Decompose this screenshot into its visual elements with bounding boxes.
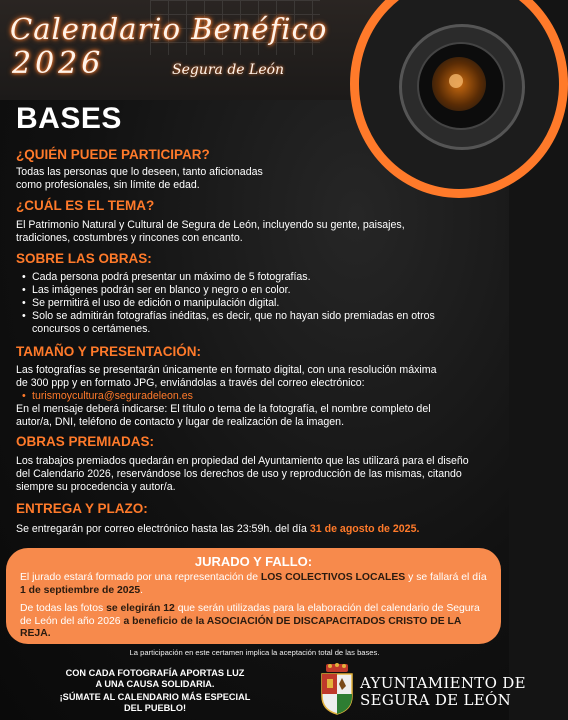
email-list <box>20 390 193 403</box>
jurado-bold: 1 de septiembre de 2025 <box>20 584 141 596</box>
promo-text <box>40 668 270 714</box>
jurado-text: se fallará el día <box>416 572 487 583</box>
promo-line: ¡SÚMATE AL CALENDARIO MÁS ESPECIAL <box>59 692 251 702</box>
list-item: • Solo se admitirán fotografías inéditas, es decir, que no hayan sido premiadas en otros <box>20 310 500 323</box>
jurado-text: que serán utilizadas para la elaboración del <box>177 603 379 614</box>
entrega-text <box>16 523 419 536</box>
heading-tema: ¿CUÁL ES EL TEMA? <box>16 198 155 213</box>
quien-text-1: Todas las personas que lo deseen, tanto aficionadas <box>16 166 263 178</box>
list-item: • Se permitirá el uso de edición o manipulación digital. <box>20 297 500 310</box>
entrega-date: 31 de agosto de 2025. <box>309 523 420 535</box>
heading-entrega: ENTREGA Y PLAZO: <box>16 501 148 516</box>
heading-premiadas: OBRAS PREMIADAS: <box>16 434 155 449</box>
tema-text-1: El Patrimonio Natural y Cultural de Segura de León, incluyendo su gente, paisajes, <box>16 219 405 231</box>
jurado-text: De todas las fotos <box>20 603 104 614</box>
tamano-text-2: de 300 ppp y en formato JPG, enviándolas a través del correo electrónico: <box>16 377 365 389</box>
ayuntamiento-logo-text <box>360 675 526 709</box>
jurado-paragraph-1: El jurado estará formado por una representación de LOS COLECTIVOS LOCALES y se fallará el día 1 de septiembre de 2025. <box>20 572 487 596</box>
jurado-bold: se elegirán 12 <box>106 603 175 614</box>
tamano-text-1: Las fotografías se presentarán únicamente en formato digital, con una resolución máxima <box>16 364 437 376</box>
promo-line: CON CADA FOTOGRAFÍA APORTAS LUZ <box>65 668 245 678</box>
ayuntamiento-line-2: SEGURA DE LEÓN <box>360 691 512 709</box>
premiadas-text-1: Los trabajos premiados quedarán en propiedad del Ayuntamiento que las utilizará para el diseño <box>16 455 469 467</box>
jurado-heading: JURADO Y FALLO: <box>194 554 313 569</box>
ayuntamiento-line-1: AYUNTAMIENTO DE <box>360 674 526 692</box>
jurado-box <box>6 548 501 644</box>
jurado-paragraph-2 <box>20 603 490 641</box>
entrega-text-main: Se entregarán por correo electrónico hasta las 23:59h. del día <box>16 523 307 535</box>
poster-place: Segura de León <box>172 62 285 78</box>
premiadas-text-2: del Calendario 2026, reservándose los derechos de uso y reproducción de las mismas, citando <box>16 468 462 480</box>
list-item: • Las imágenes podrán ser en blanco y negro o en color. <box>20 284 500 297</box>
promo-line: DEL PUEBLO! <box>123 703 187 713</box>
jurado-bold: DISCAPACITADOS CRISTO DE LA REJA. <box>20 615 461 640</box>
heading-tamano: TAMAÑO Y PRESENTACIÓN: <box>16 344 202 359</box>
heading-obras: SOBRE LAS OBRAS: <box>16 251 152 266</box>
coat-of-arms-icon <box>318 662 356 716</box>
poster-title: Calendario Benéfico <box>10 12 328 46</box>
jurado-text: y <box>408 572 414 583</box>
poster-year: 2026 <box>12 46 105 81</box>
jurado-bold: LOS COLECTIVOS LOCALES <box>260 572 406 583</box>
bases-title: BASES <box>16 102 122 135</box>
acceptance-note: La participación en este certamen implica la aceptación total de las bases. <box>129 648 380 657</box>
list-item: • Cada persona podrá presentar un máximo de 5 fotografías. <box>20 271 500 284</box>
jurado-text: El jurado estará formado por una representación de <box>20 572 258 583</box>
jurado-text: calendario de Segura de León del año 2026 <box>20 603 480 627</box>
premiadas-text-3: siempre su procedencia y autor/a. <box>16 481 176 493</box>
email-link[interactable]: • turismoycultura@seguradeleon.es <box>20 390 193 403</box>
tema-text-2: tradiciones, costumbres y rincones con encanto. <box>16 232 243 244</box>
camera-lens-icon <box>350 0 568 198</box>
promo-line: A UNA CAUSA SOLIDARIA. <box>95 679 215 689</box>
heading-quien: ¿QUIÉN PUEDE PARTICIPAR? <box>16 147 210 162</box>
list-item-continuation: concursos o certámenes. <box>32 323 151 335</box>
tamano-text-4: autor/a, DNI, teléfono de contacto y lugar de realización de la imagen. <box>16 416 345 428</box>
obras-list <box>20 271 500 336</box>
jurado-bold: a beneficio de la ASOCIACIÓN DE <box>123 615 291 627</box>
tamano-text-3: En el mensaje deberá indicarse: El título o tema de la fotografía, el nombre completo del <box>16 403 431 415</box>
quien-text-2: como profesionales, sin límite de edad. <box>16 179 200 191</box>
